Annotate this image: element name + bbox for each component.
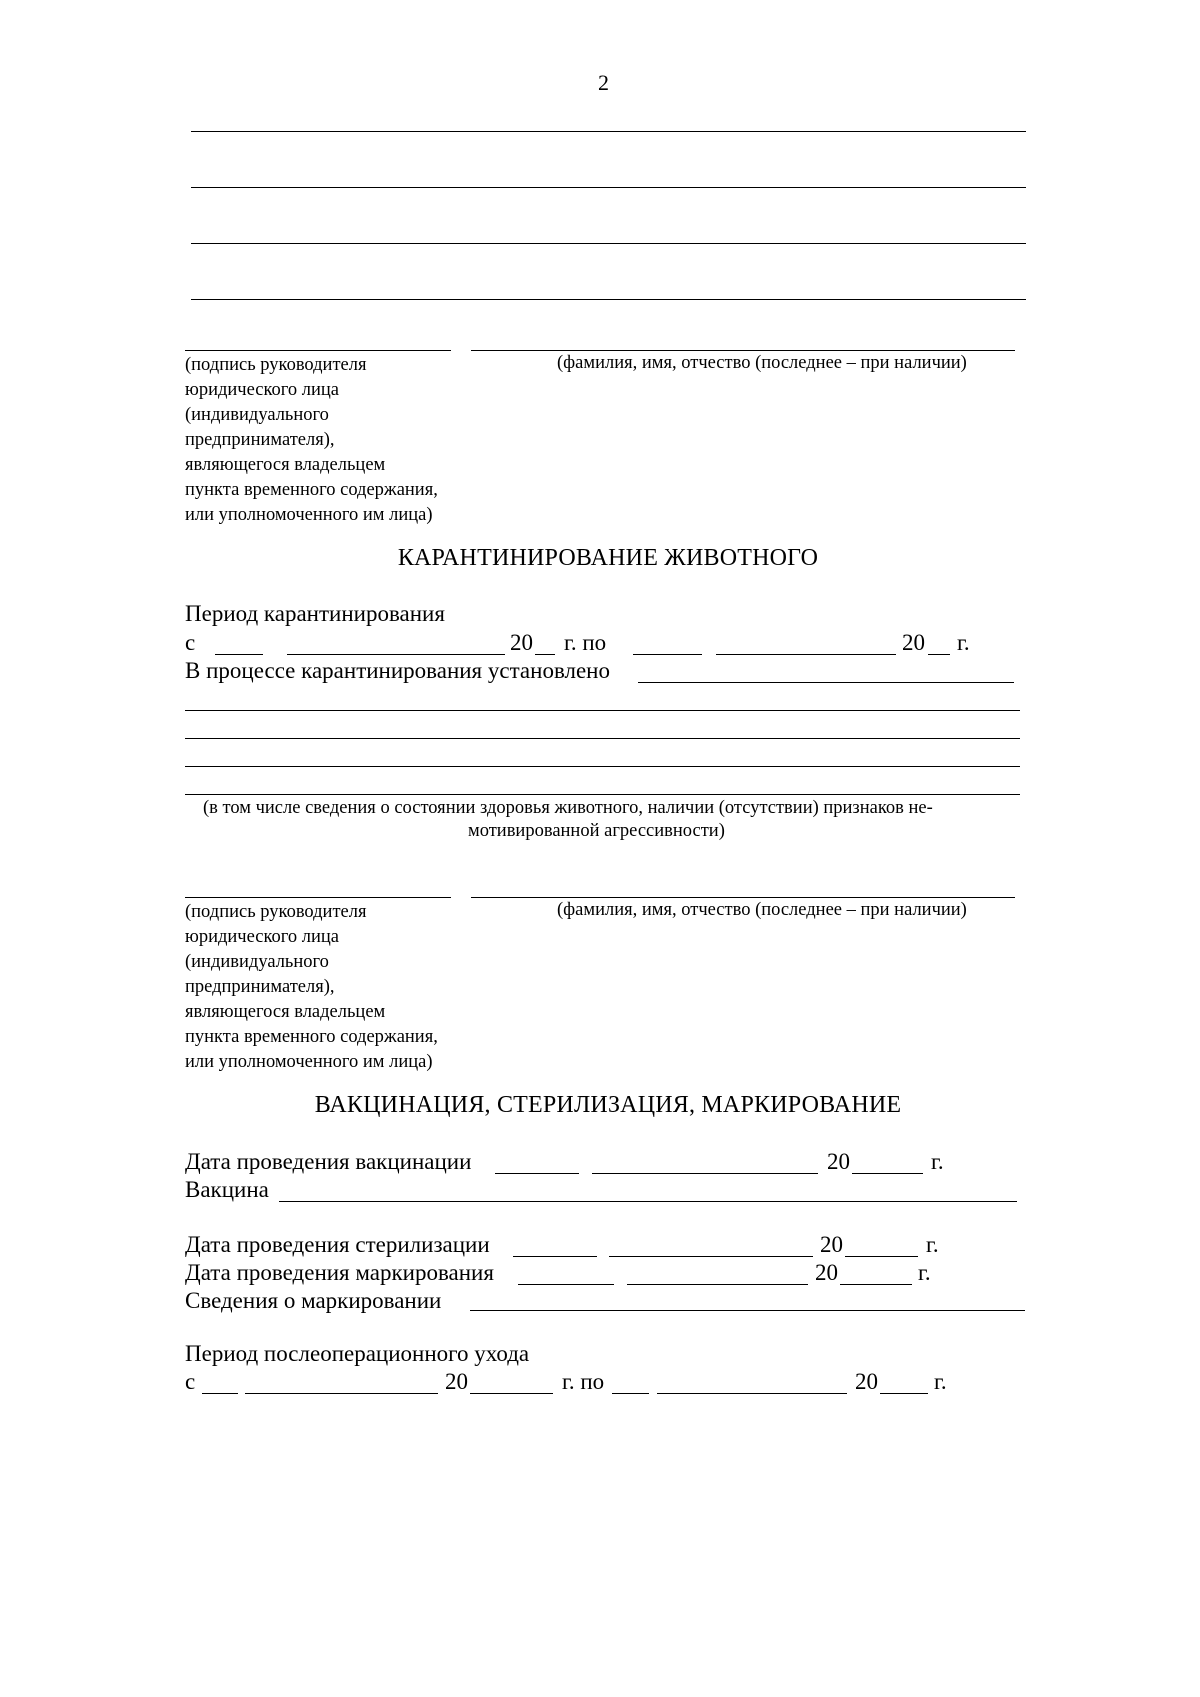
sterilization-year-field[interactable] (845, 1236, 918, 1257)
postop-to-day-field[interactable] (612, 1373, 649, 1394)
vaccination-month-field[interactable] (592, 1153, 818, 1174)
from-prefix: с (185, 630, 196, 655)
signature-caption: (подпись руководителя юридического лица (индивидуального предпринимателя), являющегося владельцем пункта временного содержания, или уполномоченного им лица) (185, 902, 438, 1072)
marking-year-prefix: 20 (815, 1260, 838, 1285)
quarantine-period-label: Период карантинирования (185, 601, 445, 626)
established-label: В процессе карантинирования установлено (185, 658, 610, 683)
postop-from-prefix: с (185, 1369, 196, 1394)
to-month-field[interactable] (716, 634, 896, 655)
postop-to-year-field[interactable] (880, 1373, 928, 1394)
sterilization-month-field[interactable] (609, 1236, 813, 1257)
sterilization-date-label: Дата проведения стерилизации (185, 1232, 490, 1257)
blank-line-4[interactable] (191, 299, 1026, 300)
health-note-line-1: (в том числе сведения о состоянии здоровья животного, наличии (отсутствии) признаков не- (203, 798, 933, 818)
to-text: г. по (564, 630, 607, 655)
established-line-4[interactable] (185, 794, 1020, 795)
postop-from-year-field[interactable] (470, 1373, 553, 1394)
fio-caption: (фамилия, имя, отчество (последнее – при наличии) (557, 353, 967, 373)
sterilization-day-field[interactable] (513, 1236, 597, 1257)
fio-line[interactable] (471, 350, 1015, 351)
vaccination-day-field[interactable] (495, 1153, 579, 1174)
postop-from-day-field[interactable] (202, 1373, 238, 1394)
postop-from-year-prefix: 20 (445, 1369, 468, 1394)
marking-info-label: Сведения о маркировании (185, 1288, 442, 1313)
blank-line-3[interactable] (191, 243, 1026, 244)
from-day-field[interactable] (215, 634, 263, 655)
quarantine-heading: КАРАНТИНИРОВАНИЕ ЖИВОТНОГО (397, 545, 819, 571)
sterilization-year-prefix: 20 (820, 1232, 843, 1257)
fio-line[interactable] (471, 897, 1015, 898)
signature-line[interactable] (185, 350, 451, 351)
established-line-2[interactable] (185, 738, 1020, 739)
established-line-3[interactable] (185, 766, 1020, 767)
sterilization-year-suffix: г. (926, 1232, 939, 1257)
to-year-field[interactable] (928, 634, 950, 655)
fio-caption: (фамилия, имя, отчество (последнее – при наличии) (557, 900, 967, 920)
signature-caption: (подпись руководителя юридического лица (индивидуального предпринимателя), являющегося владельцем пункта временного содержания, или уполномоченного им лица) (185, 355, 438, 525)
vaccination-date-label: Дата проведения вакцинации (185, 1149, 472, 1174)
procedures-heading: ВАКЦИНАЦИЯ, СТЕРИЛИЗАЦИЯ, МАРКИРОВАНИЕ (314, 1092, 902, 1118)
vaccine-label: Вакцина (185, 1177, 269, 1202)
postop-to-year-prefix: 20 (855, 1369, 878, 1394)
from-year-prefix: 20 (510, 630, 533, 655)
established-line-1[interactable] (185, 710, 1020, 711)
marking-month-field[interactable] (627, 1264, 808, 1285)
to-year-suffix: г. (957, 630, 970, 655)
established-field[interactable] (638, 682, 1014, 683)
signature-line[interactable] (185, 897, 451, 898)
from-month-field[interactable] (287, 634, 505, 655)
marking-info-field[interactable] (470, 1310, 1025, 1311)
vaccination-year-prefix: 20 (827, 1149, 850, 1174)
postop-period-label: Период послеоперационного ухода (185, 1341, 530, 1366)
postop-to-year-suffix: г. (934, 1369, 947, 1394)
to-day-field[interactable] (633, 634, 702, 655)
to-year-prefix: 20 (902, 630, 925, 655)
vaccination-year-suffix: г. (931, 1149, 944, 1174)
marking-year-suffix: г. (918, 1260, 931, 1285)
blank-line-1[interactable] (191, 131, 1026, 132)
page-number: 2 (598, 70, 609, 95)
from-year-field[interactable] (535, 634, 555, 655)
postop-to-month-field[interactable] (657, 1373, 847, 1394)
marking-date-label: Дата проведения маркирования (185, 1260, 494, 1285)
marking-day-field[interactable] (518, 1264, 614, 1285)
vaccination-year-field[interactable] (852, 1153, 923, 1174)
blank-line-2[interactable] (191, 187, 1026, 188)
postop-to-text: г. по (562, 1369, 605, 1394)
postop-from-month-field[interactable] (245, 1373, 438, 1394)
marking-year-field[interactable] (840, 1264, 912, 1285)
vaccine-field[interactable] (279, 1181, 1017, 1202)
health-note-line-2: мотивированной агрессивности) (468, 821, 725, 841)
